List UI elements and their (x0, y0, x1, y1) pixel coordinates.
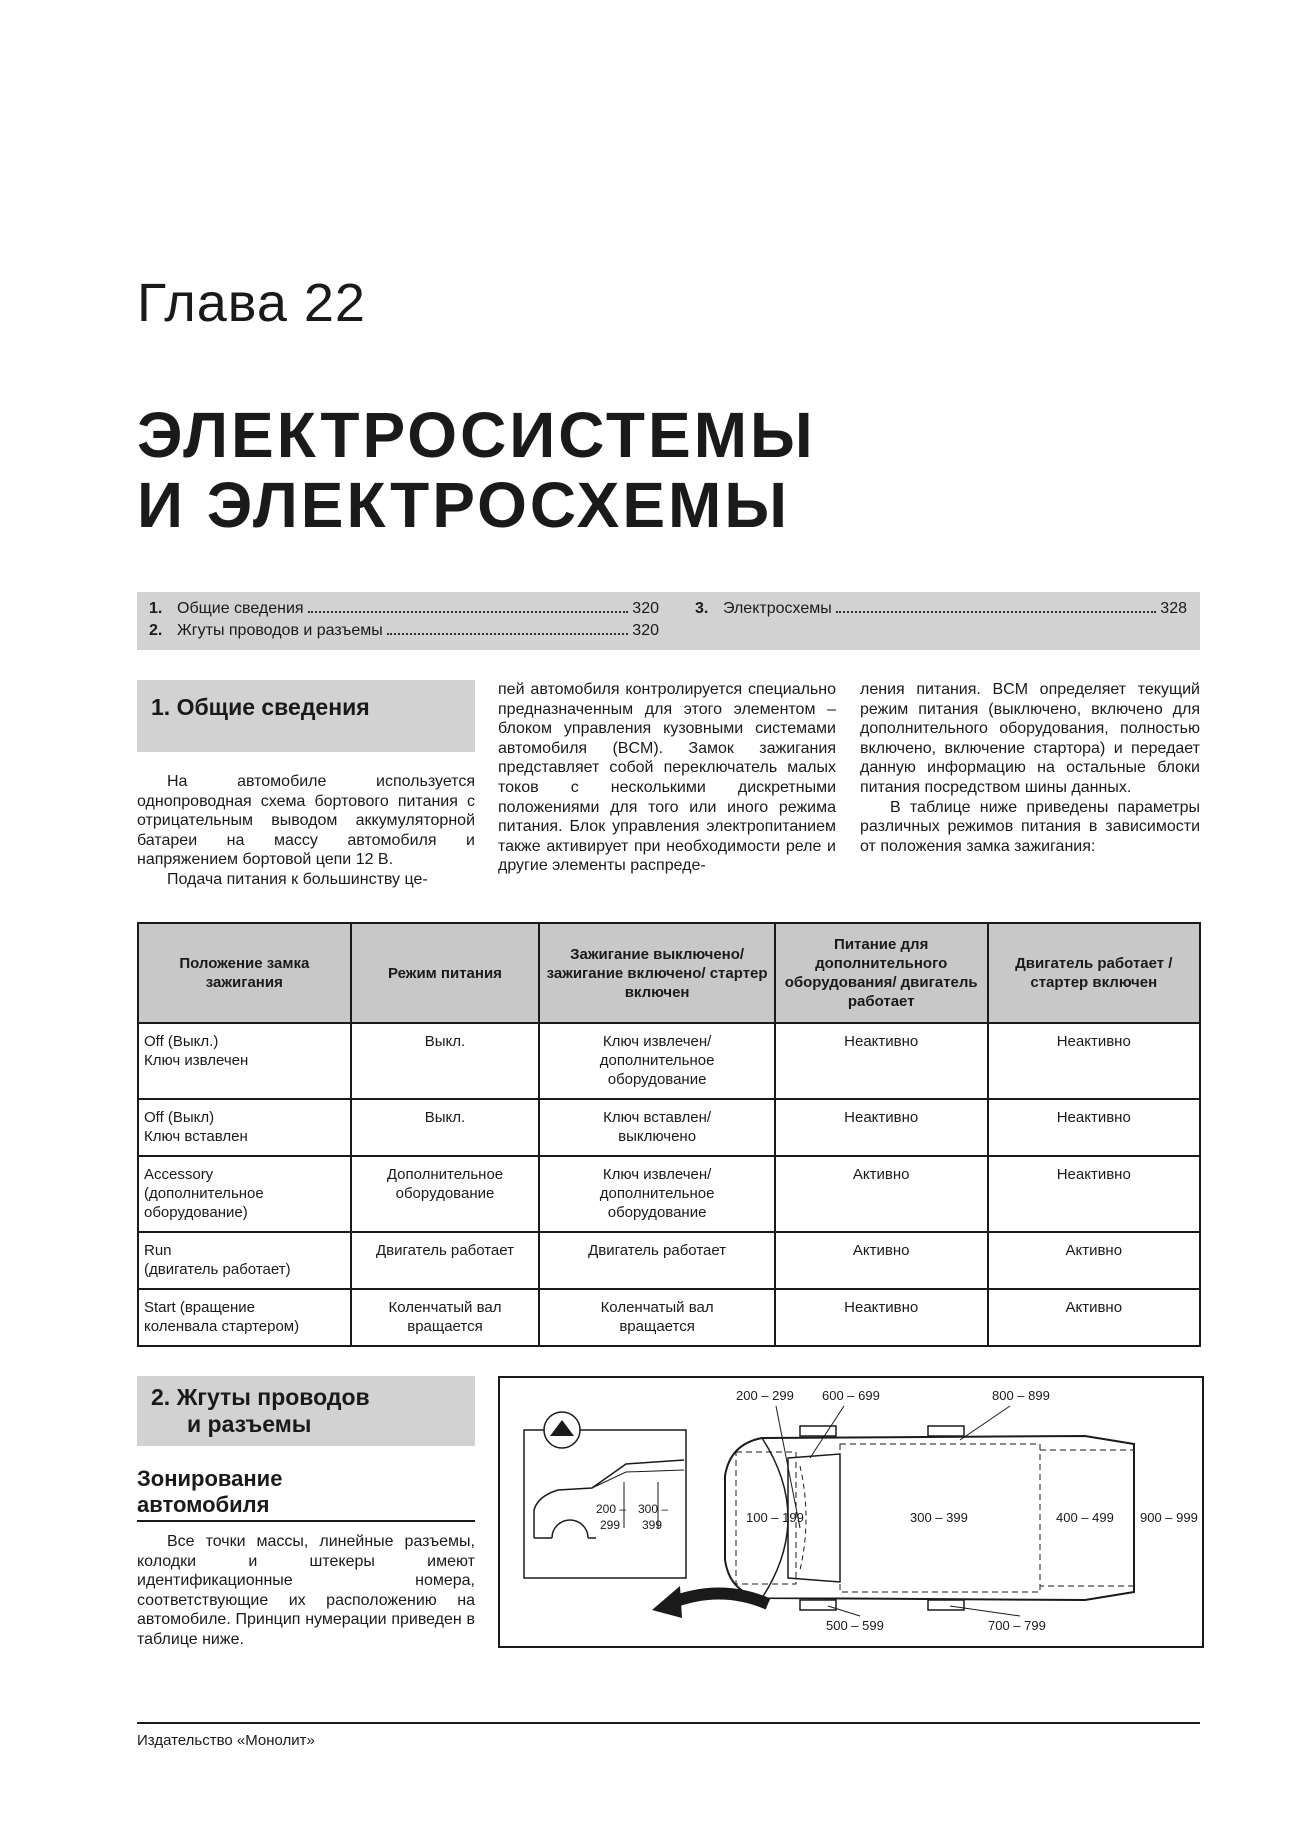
section-2-heading-line-2: и разъемы (187, 1411, 312, 1437)
zone-label: 400 – 499 (1056, 1510, 1114, 1525)
title-line-2: И ЭЛЕКТРОСХЕМЫ (137, 469, 790, 541)
inset-zone-label: 299 (600, 1518, 621, 1532)
table-header: Двигатель работает / стартер включен (988, 923, 1200, 1023)
toc-page: 328 (1160, 600, 1187, 617)
zoning-subheading (137, 1466, 475, 1522)
toc-number: 1. (149, 600, 163, 617)
paragraph: В таблице ниже приведены параметры различных режимов питания в зависимости от положения замка зажигания: (860, 798, 1200, 855)
table-cell: Коленчатый вал вращается (351, 1289, 540, 1346)
toc-page: 320 (632, 622, 659, 639)
table-cell: Выкл. (351, 1099, 540, 1156)
section-2-heading-line-1: 2. Жгуты проводов (151, 1384, 370, 1410)
table-row (138, 1232, 1200, 1289)
section-2-text (137, 1532, 475, 1650)
toc-page: 320 (632, 600, 659, 617)
table-cell: Выкл. (351, 1023, 540, 1099)
table-header: Питание для дополнительного оборудования/ двигатель работает (775, 923, 988, 1023)
table-cell: Run (двигатель работает) (138, 1232, 351, 1289)
toc-title: Жгуты проводов и разъемы (177, 622, 383, 639)
table-cell: Неактивно (775, 1023, 988, 1099)
toc-item-2[interactable] (149, 622, 659, 640)
zone-label: 700 – 799 (988, 1618, 1046, 1633)
table-row (138, 1099, 1200, 1156)
section-1-heading-box (137, 680, 475, 752)
paragraph: пей автомобиля контролируется специально предназначенным для этого элементом – блоком управления кузовными системами автомобиля (BCM). Замок зажигания представляет собой переключатель малых токов с несколькими дискретными положениями для того или иного режима питания. Блок управления электропитанием также активирует при необходимости реле и другие элементы распреде- (498, 681, 836, 875)
table-cell: Дополнительное оборудование (351, 1156, 540, 1232)
table-cell: Ключ вставлен/ выключено (539, 1099, 775, 1156)
paragraph: Подача питания к большинству це- (167, 870, 428, 888)
chapter-label: Глава 22 (137, 273, 366, 333)
table-cell: Активно (988, 1232, 1200, 1289)
section-1-heading: 1. Общие сведения (151, 694, 370, 720)
table-cell: Ключ извлечен/ дополнительное оборудование (539, 1023, 775, 1099)
section-2-heading-box (137, 1376, 475, 1446)
zone-label: 100 – 199 (746, 1510, 804, 1525)
section-1-column-1 (137, 772, 475, 890)
zone-label: 600 – 699 (822, 1388, 880, 1403)
toc-leader (387, 633, 629, 635)
publisher-footer: Издательство «Монолит» (137, 1732, 315, 1749)
toc-item-3[interactable] (695, 600, 1187, 618)
toc-item-1[interactable] (149, 600, 659, 618)
table-row (138, 1289, 1200, 1346)
table-cell: Start (вращение коленвала стартером) (138, 1289, 351, 1346)
zone-label: 800 – 899 (992, 1388, 1050, 1403)
table-cell: Неактивно (775, 1289, 988, 1346)
title-line-1: ЭЛЕКТРОСИСТЕМЫ (137, 399, 816, 471)
toc-leader (836, 611, 1157, 613)
toc-number: 2. (149, 622, 163, 639)
paragraph: Все точки массы, линейные разъемы, колодки и штекеры имеют идентификационные номера, соответствующие их расположению на автомобиле. Принцип нумерации приведен в таблице ниже. (137, 1533, 475, 1648)
inset-zone-label: 399 (642, 1518, 663, 1532)
toc-number: 3. (695, 600, 709, 617)
table-cell: Активно (988, 1289, 1200, 1346)
zone-label: 200 – 299 (736, 1388, 794, 1403)
table-header: Положение замка зажигания (138, 923, 351, 1023)
vehicle-zoning-diagram (498, 1376, 1204, 1648)
table-cell: Активно (775, 1156, 988, 1232)
table-cell: Неактивно (988, 1023, 1200, 1099)
table-header-row (138, 923, 1200, 1023)
table-cell: Двигатель работает (539, 1232, 775, 1289)
paragraph: На автомобиле используется однопроводная схема бортового питания с отрицательным выводом аккумуляторной батареи на массу автомобиля и напряжением бортовой цепи 12 В. (137, 773, 475, 869)
section-1-column-3 (860, 680, 1200, 856)
table-cell: Accessory (дополнительное оборудование) (138, 1156, 351, 1232)
toc-leader (308, 611, 629, 613)
table-header: Зажигание выключено/ зажигание включено/ стартер включен (539, 923, 775, 1023)
toc-title: Электросхемы (723, 600, 832, 617)
page-title (137, 400, 816, 540)
zoning-subheading-line-1: Зонирование (137, 1466, 283, 1491)
section-1-column-2 (498, 680, 836, 876)
table-cell: Неактивно (775, 1099, 988, 1156)
inset-zone-label: 300 – (638, 1502, 669, 1516)
table-cell: Активно (775, 1232, 988, 1289)
table-row (138, 1023, 1200, 1099)
table-header: Режим питания (351, 923, 540, 1023)
table-cell: Off (Выкл.) Ключ извлечен (138, 1023, 351, 1099)
table-cell: Неактивно (988, 1156, 1200, 1232)
table-row (138, 1156, 1200, 1232)
toc-title: Общие сведения (177, 600, 304, 617)
power-modes-table (137, 922, 1201, 1347)
paragraph: ления питания. BCM определяет текущий режим питания (выключено, включено для дополнительного оборудования, полностью включено, включение стартора) и передает данную информацию на остальные блоки питания посредством шины данных. (860, 681, 1200, 796)
footer-divider (137, 1722, 1200, 1724)
inset-zone-label: 200 – (596, 1502, 627, 1516)
table-cell: Ключ извлечен/ дополнительное оборудование (539, 1156, 775, 1232)
table-of-contents (137, 592, 1200, 650)
table-cell: Коленчатый вал вращается (539, 1289, 775, 1346)
zone-label: 300 – 399 (910, 1510, 968, 1525)
table-cell: Неактивно (988, 1099, 1200, 1156)
table-cell: Off (Выкл) Ключ вставлен (138, 1099, 351, 1156)
zone-label: 500 – 599 (826, 1618, 884, 1633)
zone-label: 900 – 999 (1140, 1510, 1198, 1525)
section-2-heading (137, 1376, 475, 1438)
table-cell: Двигатель работает (351, 1232, 540, 1289)
zoning-subheading-line-2: автомобиля (137, 1492, 270, 1517)
